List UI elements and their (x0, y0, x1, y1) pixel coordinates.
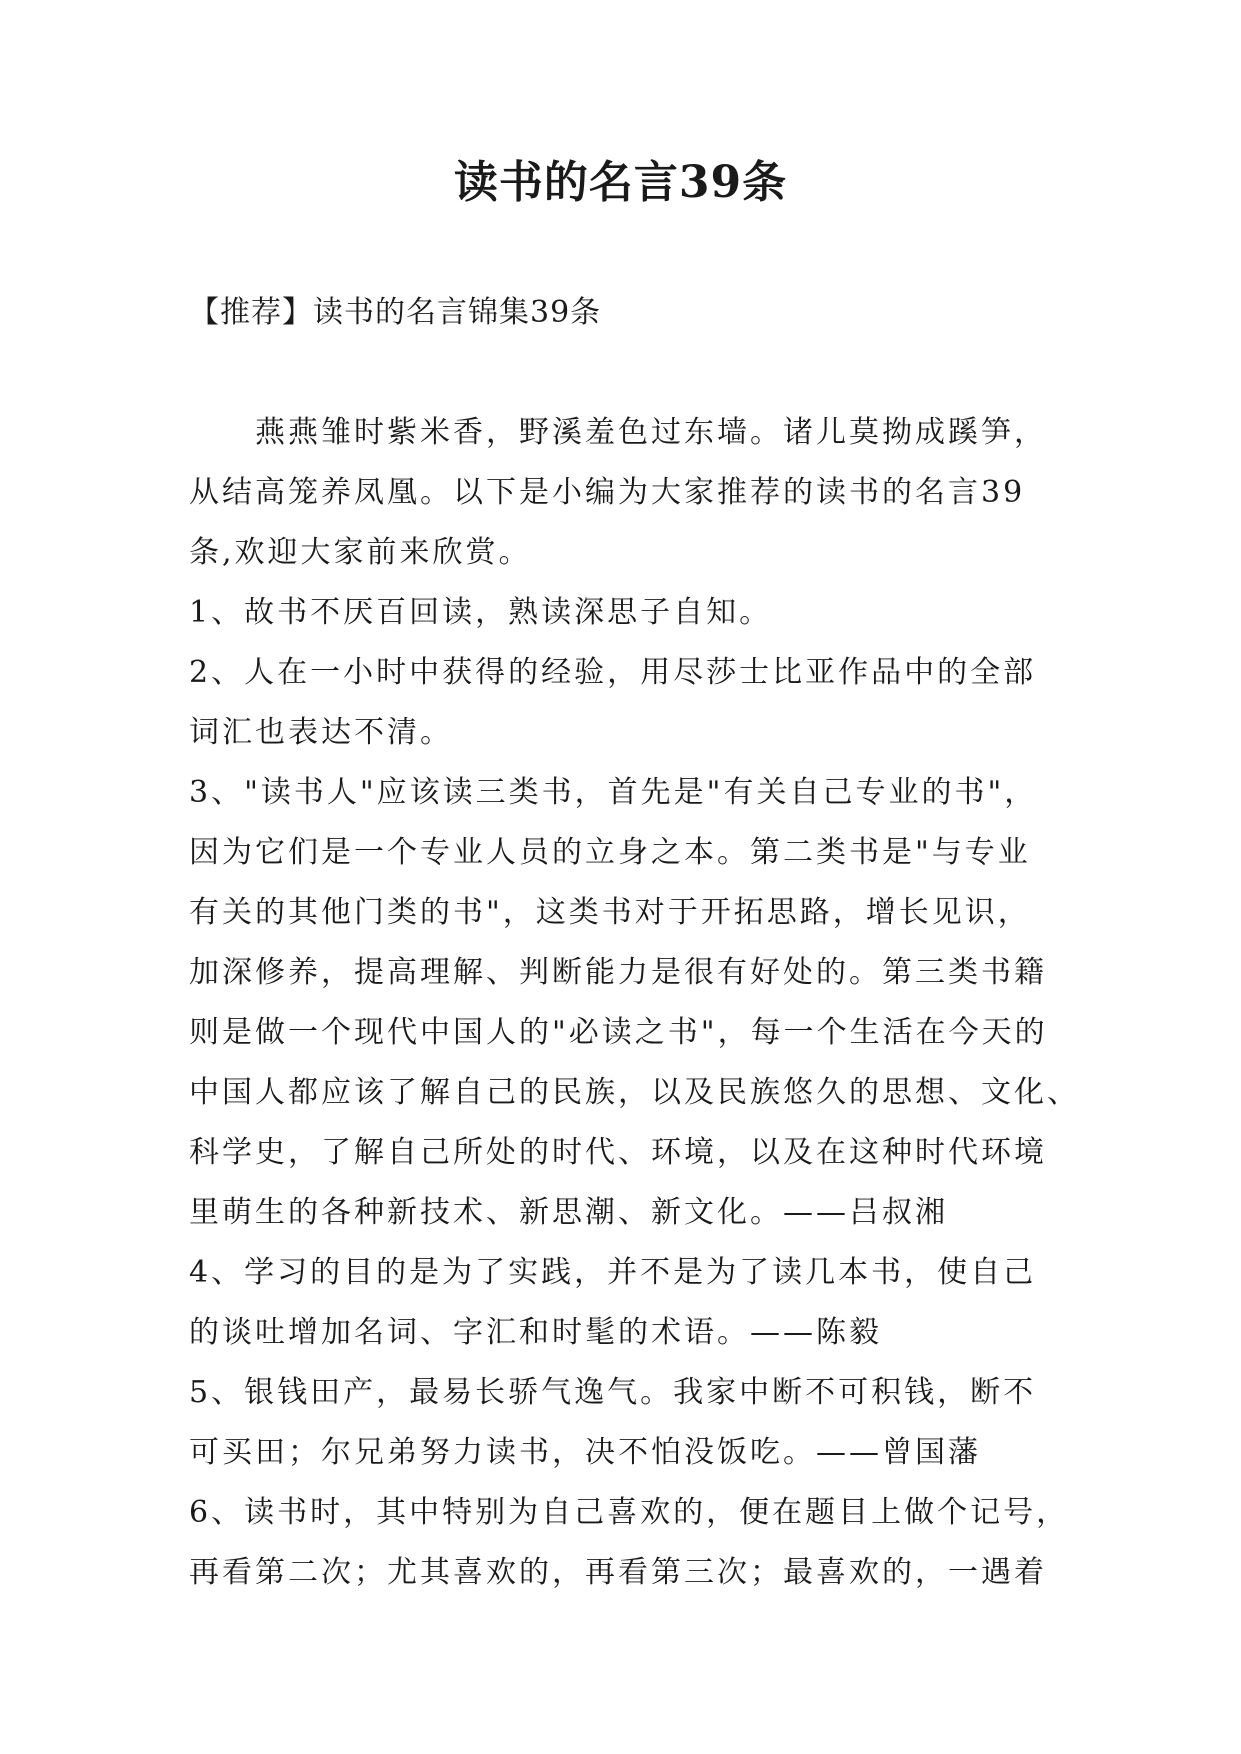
quote-line: 可买田；尔兄弟努力读书，决不怕没饭吃。——曾国藩 (189, 1435, 981, 1470)
quote-line: 科学史，了解自己所处的时代、环境，以及在这种时代环境 (189, 1135, 1047, 1170)
quote-line: 6、读书时，其中特别为自己喜欢的，便在题目上做个记号， (189, 1495, 1070, 1530)
quote-line: 4、学习的目的是为了实践，并不是为了读几本书，使自己 (189, 1255, 1037, 1290)
quote-line: 3、"读书人"应该读三类书，首先是"有关自己专业的书"， (189, 775, 1038, 810)
quote-line: 2、人在一小时中获得的经验，用尽莎士比亚作品中的全部 (189, 655, 1037, 690)
document-body (189, 403, 1080, 1603)
quote-line: 词汇也表达不清。 (189, 715, 453, 750)
quote-line: 加深修养，提高理解、判断能力是很有好处的。第三类书籍 (189, 955, 1047, 990)
document-title: 读书的名言39条 (453, 157, 788, 208)
quote-line: 有关的其他门类的书"，这类书对于开拓思路，增长见识， (189, 895, 1031, 930)
paragraph-line: 从结高笼养凤凰。以下是小编为大家推荐的读书的名言39 (189, 475, 1026, 510)
quote-line: 的谈吐增加名词、字汇和时髦的术语。——陈毅 (189, 1315, 882, 1350)
paragraph-line: 条,欢迎大家前来欣赏。 (189, 535, 532, 570)
quote-line: 再看第二次；尤其喜欢的，再看第三次；最喜欢的，一遇着 (189, 1555, 1047, 1590)
paragraph-line: 燕燕雏时紫米香，野溪羞色过东墙。诸儿莫拗成蹊笋， (255, 415, 1047, 450)
quote-line: 中国人都应该了解自己的民族，以及民族悠久的思想、文化、 (189, 1075, 1080, 1110)
quote-line: 因为它们是一个专业人员的立身之本。第二类书是"与专业 (189, 835, 1031, 870)
quote-line: 里萌生的各种新技术、新思潮、新文化。——吕叔湘 (189, 1195, 948, 1230)
quote-line: 则是做一个现代中国人的"必读之书"，每一个生活在今天的 (189, 1015, 1048, 1050)
document-subtitle: 【推荐】读书的名言锦集39条 (189, 295, 602, 330)
quote-line: 5、银钱田产，最易长骄气逸气。我家中断不可积钱，断不 (189, 1375, 1037, 1410)
quote-line: 1、故书不厌百回读，熟读深思子自知。 (189, 595, 773, 630)
